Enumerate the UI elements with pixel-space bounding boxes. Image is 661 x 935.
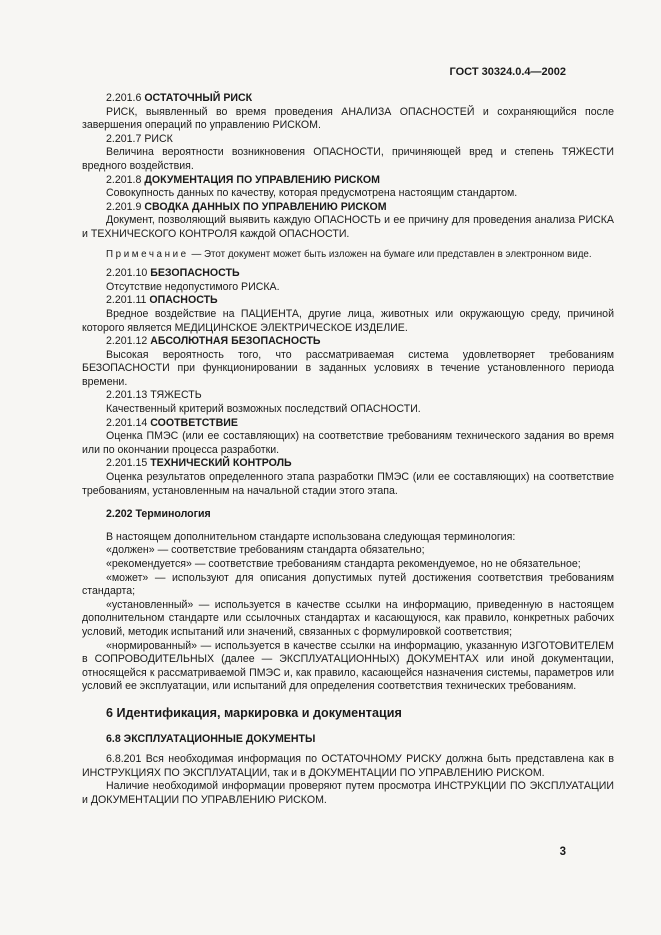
term-title: ДОКУМЕНТАЦИЯ ПО УПРАВЛЕНИЮ РИСКОМ (144, 173, 380, 186)
term-heading (82, 174, 614, 188)
term-heading (82, 201, 614, 215)
term-number: 2.201.15 (106, 457, 148, 470)
term-number: 2.201.7 (106, 132, 142, 145)
term-number: 2.201.11 (106, 294, 147, 307)
term-definition: Отсутствие недопустимого РИСКА. (106, 280, 280, 293)
term-heading (82, 417, 614, 431)
term-heading (82, 335, 614, 349)
term-title: АБСОЛЮТНАЯ БЕЗОПАСНОСТЬ (150, 335, 321, 348)
term-title: ОПАСНОСТЬ (149, 294, 218, 307)
terminology-paragraph: В настоящем дополнительном стандарте использована следующая терминология: (106, 530, 516, 543)
term-title: БЕЗОПАСНОСТЬ (150, 267, 240, 280)
term-number: 2.201.12 (106, 335, 148, 348)
term-definition: Величина вероятности возникновения ОПАСНОСТИ, причиняющей вред и степень ТЯЖЕСТИ вредного воздействия. (82, 146, 614, 172)
section-heading: 6 Идентификация, маркировка и документация (106, 705, 402, 720)
term-title: СООТВЕТСТВИЕ (150, 416, 238, 429)
terminology-paragraph: «может» — используют для описания допустимых путей достижения соответствия требованиям стандарта; (82, 571, 614, 598)
term-title: ТЕХНИЧЕСКИЙ КОНТРОЛЬ (150, 457, 292, 470)
section-paragraph: Наличие необходимой информации проверяют путем просмотра ИНСТРУКЦИИ ПО ЭКСПЛУАТАЦИИ и ДОКУМЕНТАЦИИ ПО УПРАВЛЕНИЮ РИСКОМ. (82, 780, 614, 806)
term-number: 2.201.6 (106, 92, 142, 104)
term-definition: Документ, позволяющий выявить каждую ОПАСНОСТЬ и ее причину для проведения анализа РИСКА и ТЕХНИЧЕСКОГО КОНТРОЛЯ каждой ОПАСНОСТИ. (82, 214, 614, 240)
term-heading (82, 294, 614, 308)
term-definition: Совокупность данных по качеству, которая предусмотрена настоящим стандартом. (106, 187, 518, 200)
document-id-header: ГОСТ 30324.0.4—2002 (449, 66, 566, 78)
terminology-paragraph: «рекомендуется» — соответствие требованиям стандарта рекомендуемое, но не обязательное; (106, 558, 581, 570)
subsection-heading: 6.8 ЭКСПЛУАТАЦИОННЫЕ ДОКУМЕНТЫ (106, 732, 316, 745)
term-definition: Оценка ПМЭС (или ее составляющих) на соответствие требованиям технического задания во время или по окончании процесса разработки. (82, 430, 614, 456)
page-number: 3 (559, 846, 566, 858)
term-title: СВОДКА ДАННЫХ ПО УПРАВЛЕНИЮ РИСКОМ (144, 200, 387, 213)
terminology-paragraph: «должен» — соответствие требованиям стандарта обязательно; (106, 544, 425, 557)
term-definition: Качественный критерий возможных последствий ОПАСНОСТИ. (106, 403, 421, 416)
term-number: 2.201.9 (106, 200, 142, 213)
section-paragraph: 6.8.201 Вся необходимая информация по ОСТАТОЧНОМУ РИСКУ должна быть представлена как в ИНСТРУКЦИЯХ ПО ЭКСПЛУАТАЦИИ, так и в ДОКУМЕНТАЦИИ ПО УПРАВЛЕНИЮ РИСКОМ. (82, 753, 614, 779)
term-heading (82, 389, 614, 403)
term-heading (82, 92, 614, 106)
term-title: РИСК (144, 132, 173, 145)
note-paragraph (82, 248, 614, 262)
term-heading (82, 267, 614, 281)
term-number: 2.201.13 (106, 389, 148, 402)
term-definition: Вредное воздействие на ПАЦИЕНТА, другие лица, животных или окружающую среду, причиной которого является МЕДИЦИНСКОЕ ЭЛЕКТРИЧЕСКОЕ ИЗДЕЛИЕ. (82, 307, 614, 334)
terminology-heading: 2.202 Терминология (106, 508, 211, 521)
document-page (82, 0, 614, 935)
note-label: Примечание (106, 248, 189, 260)
term-heading (82, 133, 614, 147)
note-text: — Этот документ может быть изложен на бумаге или представлен в электронном виде. (191, 248, 592, 260)
term-number: 2.201.10 (106, 267, 148, 280)
term-number: 2.201.14 (106, 416, 148, 429)
term-heading (82, 457, 614, 471)
term-title: ОСТАТОЧНЫЙ РИСК (144, 92, 253, 104)
term-number: 2.201.8 (106, 173, 142, 186)
term-definition: Высокая вероятность того, что рассматриваемая система удовлетворяет требованиям БЕЗОПАСНОСТИ при функционировании в заданных условиях в течение установленного периода времени. (82, 348, 614, 388)
term-definition: Оценка результатов определенного этапа разработки ПМЭС (или ее составляющих) на соответствие требованиям, установленным на начальной стадии этого этапа. (82, 471, 614, 497)
terminology-paragraph: «нормированный» — используется в качестве ссылки на информацию, указанную ИЗГОТОВИТЕЛЕМ в СОПРОВОДИТЕЛЬНЫХ (далее — ЭКСПЛУАТАЦИОННЫХ) ДОКУМЕНТАХ или иной документации, относящейся к рассматриваемой ПМЭС и, как правило, касающейся назначения системы, параметров или условий ее эксплуатации, или испытаний для определения соответствия технических требованиям. (82, 639, 614, 693)
term-title: ТЯЖЕСТЬ (150, 389, 202, 402)
term-definition: РИСК, выявленный во время проведения АНАЛИЗА ОПАСНОСТЕЙ и сохраняющийся после завершения операций по управлению РИСКОМ. (82, 105, 614, 132)
terminology-paragraph: «установленный» — используется в качестве ссылки на информацию, приведенную в настоящем дополнительном стандарте или ссылочных стандартах и касающуюся, как правило, конкретных рабочих условий, методик испытаний или значений, связанных с формулировкой соответствия; (82, 598, 614, 638)
page-content (82, 92, 614, 808)
